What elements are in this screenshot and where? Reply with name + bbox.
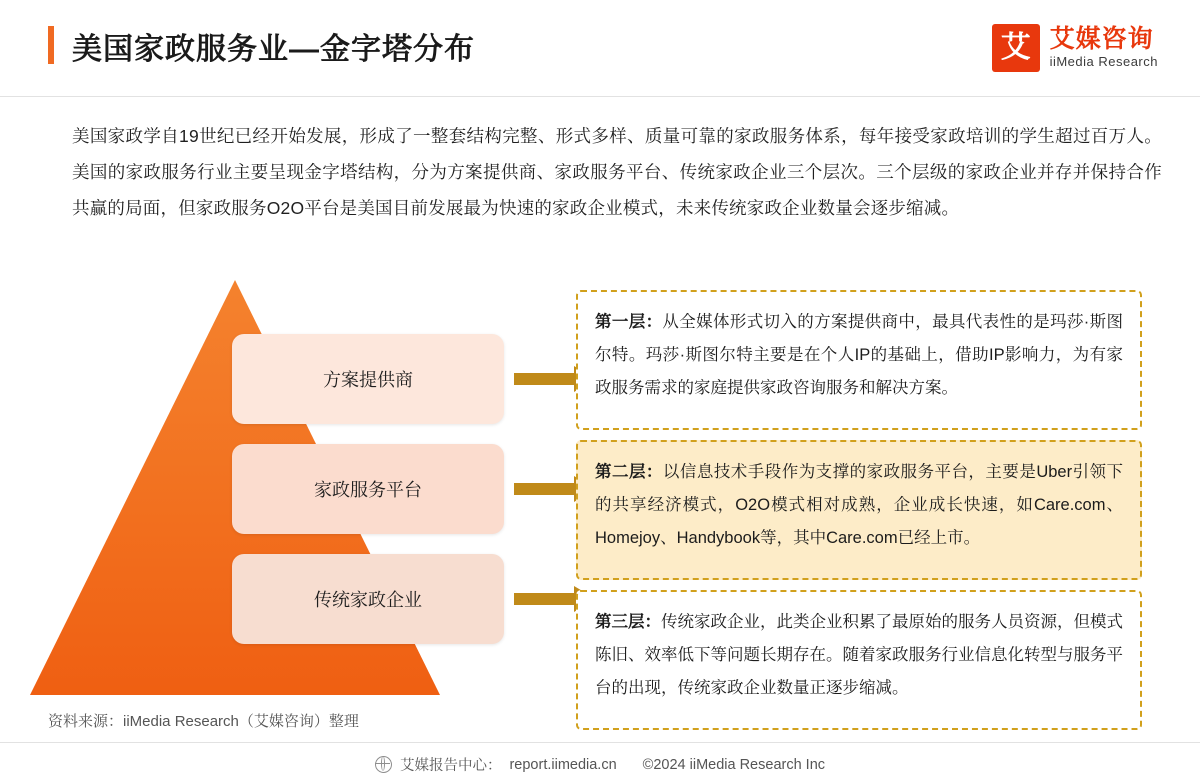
brand-logo <box>992 24 1158 72</box>
callout-layer-2 <box>576 440 1142 580</box>
callout-layer-1-lead: 第一层： <box>595 313 663 331</box>
callout-layer-2-lead: 第二层： <box>595 463 663 481</box>
footer-url[interactable]: report.iimedia.cn <box>509 756 617 773</box>
footer-copyright: ©2024 iiMedia Research Inc <box>642 756 826 773</box>
footer-center-label: 艾媒报告中心： <box>399 758 502 774</box>
callout-layer-3 <box>576 590 1142 730</box>
callout-layer-3-text: 传统家政企业，此类企业积累了最原始的服务人员资源，但模式陈旧、效率低下等问题长期存在。随着家政服务行业信息化转型与服务平台的出现，传统家政企业数量正逐步缩减。 <box>595 613 1123 697</box>
footer-divider <box>0 742 1200 743</box>
pyramid-layer-3-label: 传统家政企业 <box>314 590 422 610</box>
pyramid-layer-2[interactable] <box>232 444 504 534</box>
callout-layer-1-text: 从全媒体形式切入的方案提供商中，最具代表性的是玛莎·斯图尔特。玛莎·斯图尔特主要是在个人IP的基础上，借助IP影响力，为有家政服务需求的家庭提供家政咨询服务和解决方案。 <box>595 313 1123 397</box>
logo-text <box>1050 26 1158 70</box>
logo-mark-icon: 艾 <box>992 24 1040 72</box>
pyramid-layer-1[interactable] <box>232 334 504 424</box>
callout-layer-3-lead: 第三层： <box>595 613 661 631</box>
page-title: 美国家政服务业—金字塔分布 <box>72 33 475 66</box>
pyramid-layer-3[interactable] <box>232 554 504 644</box>
source-note: 资料来源：iiMedia Research（艾媒咨询）整理 <box>48 713 359 730</box>
pyramid-layer-2-label: 家政服务平台 <box>314 480 422 500</box>
pyramid-diagram <box>0 276 1200 706</box>
intro-paragraph: 美国家政学自19世纪已经开始发展，形成了一整套结构完整、形式多样、质量可靠的家政服务体系，每年接受家政培训的学生超过百万人。美国的家政服务行业主要呈现金字塔结构，分为方案提供商、家政服务平台、传统家政企业三个层次。三个层级的家政企业并存并保持合作共赢的局面，但家政服务O2O平台是美国目前发展最为快速的家政企业模式，未来传统家政企业数量会逐步缩减。 <box>72 126 1162 218</box>
header-divider <box>0 96 1200 97</box>
page-footer <box>0 750 1200 779</box>
logo-name-cn: 艾媒咨询 <box>1049 25 1154 53</box>
page-header <box>0 0 1200 96</box>
callout-layer-2-text: 以信息技术手段作为支撑的家政服务平台，主要是Uber引领下的共享经济模式，O2O模式相对成熟，企业成长快速，如Care.com、Homejoy、Handybook等，其中Care.com已经上市。 <box>595 463 1124 547</box>
logo-name-en: iiMedia Research <box>1049 54 1158 69</box>
callout-layer-1 <box>576 290 1142 430</box>
globe-icon <box>375 756 392 773</box>
pyramid-layer-1-label: 方案提供商 <box>323 370 413 390</box>
title-accent-bar <box>48 26 54 64</box>
footer-report-center <box>375 754 617 775</box>
